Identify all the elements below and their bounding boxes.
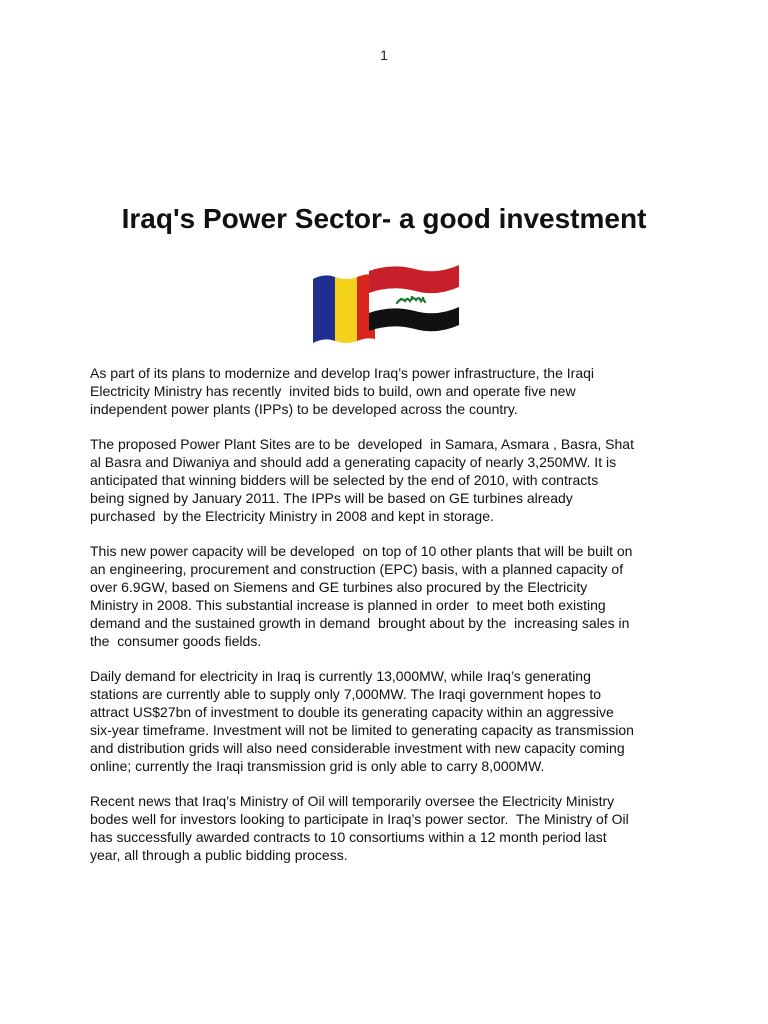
paragraph xyxy=(90,435,690,525)
text-line: year, all through a public bidding process. xyxy=(90,847,348,863)
text-line: an engineering, procurement and construction (EPC) basis, with a planned capacity of xyxy=(90,561,624,577)
text-line: As part of its plans to modernize and develop Iraq’s power infrastructure, the Iraqi xyxy=(90,365,595,381)
paragraph xyxy=(90,364,690,418)
iraq-flag xyxy=(369,265,459,331)
text-line: al Basra and Diwaniya and should add a generating capacity of nearly 3,250MW. It is xyxy=(90,454,617,470)
text-line: over 6.9GW, based on Siemens and GE turbines also procured by the Electricity xyxy=(90,579,588,595)
text-line: bodes well for investors looking to participate in Iraq’s power sector. The Ministry of Oil xyxy=(90,811,629,827)
text-line: Ministry in 2008. This substantial increase is planned in order to meet both existing xyxy=(90,597,606,613)
text-line: anticipated that winning bidders will be selected by the end of 2010, with contracts xyxy=(90,472,599,488)
page-title: Iraq's Power Sector- a good investment xyxy=(121,203,647,234)
flags-image xyxy=(311,263,461,345)
text-line: independent power plants (IPPs) to be developed across the country. xyxy=(90,401,518,417)
text-line: Electricity Ministry has recently invited bids to build, own and operate five new xyxy=(90,383,576,399)
paragraph xyxy=(90,542,690,650)
paragraph xyxy=(90,792,690,864)
text-line: online; currently the Iraqi transmission grid is only able to carry 8,000MW. xyxy=(90,758,545,774)
tricolor-flag xyxy=(313,274,375,343)
text-line: six-year timeframe. Investment will not be limited to generating capacity as transmission xyxy=(90,722,634,738)
text-line: The proposed Power Plant Sites are to be developed in Samara, Asmara , Basra, Shat xyxy=(90,436,634,452)
text-line: has successfully awarded contracts to 10 consortiums within a 12 month period last xyxy=(90,829,607,845)
text-line: being signed by January 2011. The IPPs will be based on GE turbines already xyxy=(90,490,573,506)
page-number: 1 xyxy=(380,47,388,63)
text-line: Daily demand for electricity in Iraq is currently 13,000MW, while Iraq’s generating xyxy=(90,668,591,684)
text-line: and distribution grids will also need considerable investment with new capacity coming xyxy=(90,740,625,756)
article-body xyxy=(90,364,690,881)
text-line: the consumer goods fields. xyxy=(90,633,262,649)
text-line: This new power capacity will be developed on top of 10 other plants that will be built on xyxy=(90,543,633,559)
text-line: stations are currently able to supply only 7,000MW. The Iraqi government hopes to xyxy=(90,686,602,702)
text-line: Recent news that Iraq’s Ministry of Oil will temporarily oversee the Electricity Ministry xyxy=(90,793,615,809)
text-line: purchased by the Electricity Ministry in 2008 and kept in storage. xyxy=(90,508,494,524)
text-line: attract US$27bn of investment to double its generating capacity within an aggressive xyxy=(90,704,614,720)
paragraph xyxy=(90,667,690,775)
text-line: demand and the sustained growth in demand brought about by the increasing sales in xyxy=(90,615,630,631)
